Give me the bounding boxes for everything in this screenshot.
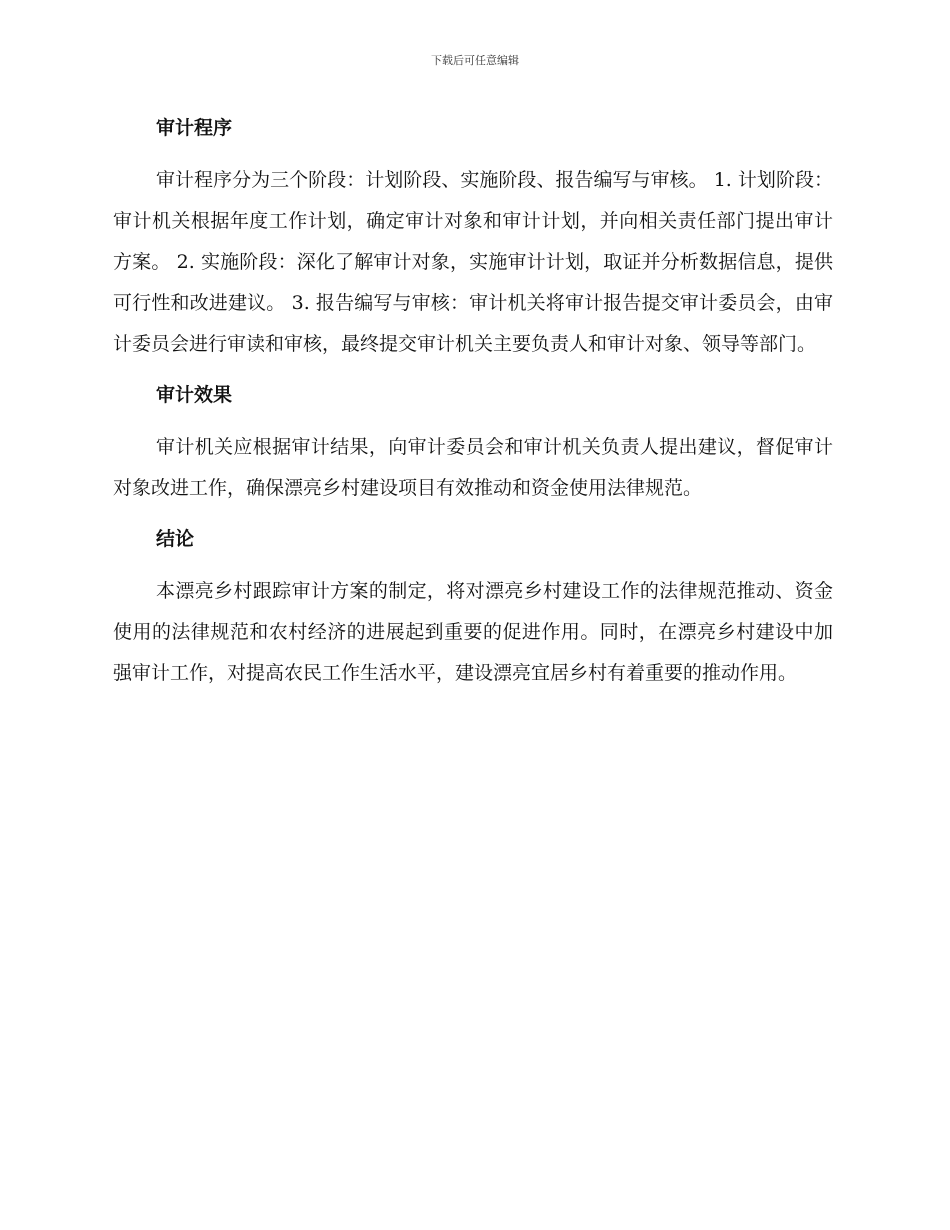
section-paragraph-conclusion: 本漂亮乡村跟踪审计方案的制定，将对漂亮乡村建设工作的法律规范推动、资金使用的法律规范和农村经济的进展起到重要的促进作用。同时，在漂亮乡村建设中加强审计工作，对提高农民工作生活水平，建设漂亮宜居乡村有着重要的推动作用。 [113, 580, 833, 684]
document-body [113, 108, 833, 694]
section-heading-audit-procedure: 审计程序 [156, 117, 233, 139]
section-paragraph-audit-effect: 审计机关应根据审计结果，向审计委员会和审计机关负责人提出建议，督促审计对象改进工作，确保漂亮乡村建设项目有效推动和资金使用法律规范。 [113, 436, 833, 499]
section-heading-conclusion: 结论 [156, 528, 195, 550]
section-paragraph-audit-procedure: 审计程序分为三个阶段：计划阶段、实施阶段、报告编写与审核。 1. 计划阶段：审计机关根据年度工作计划，确定审计对象和审计计划，并向相关责任部门提出审计方案。 2. 实施阶段：深化了解审计对象，实施审计计划，取证并分析数据信息，提供可行性和改进建议。 3. 报告编写与审核：审计机关将审计报告提交审计委员会，由审计委员会进行审读和审核，最终提交审计机关主要负责人和审计对象、领导等部门。 [113, 169, 833, 355]
page-header-note: 下载后可任意编辑 [431, 54, 519, 67]
section-heading-audit-effect: 审计效果 [156, 384, 233, 406]
